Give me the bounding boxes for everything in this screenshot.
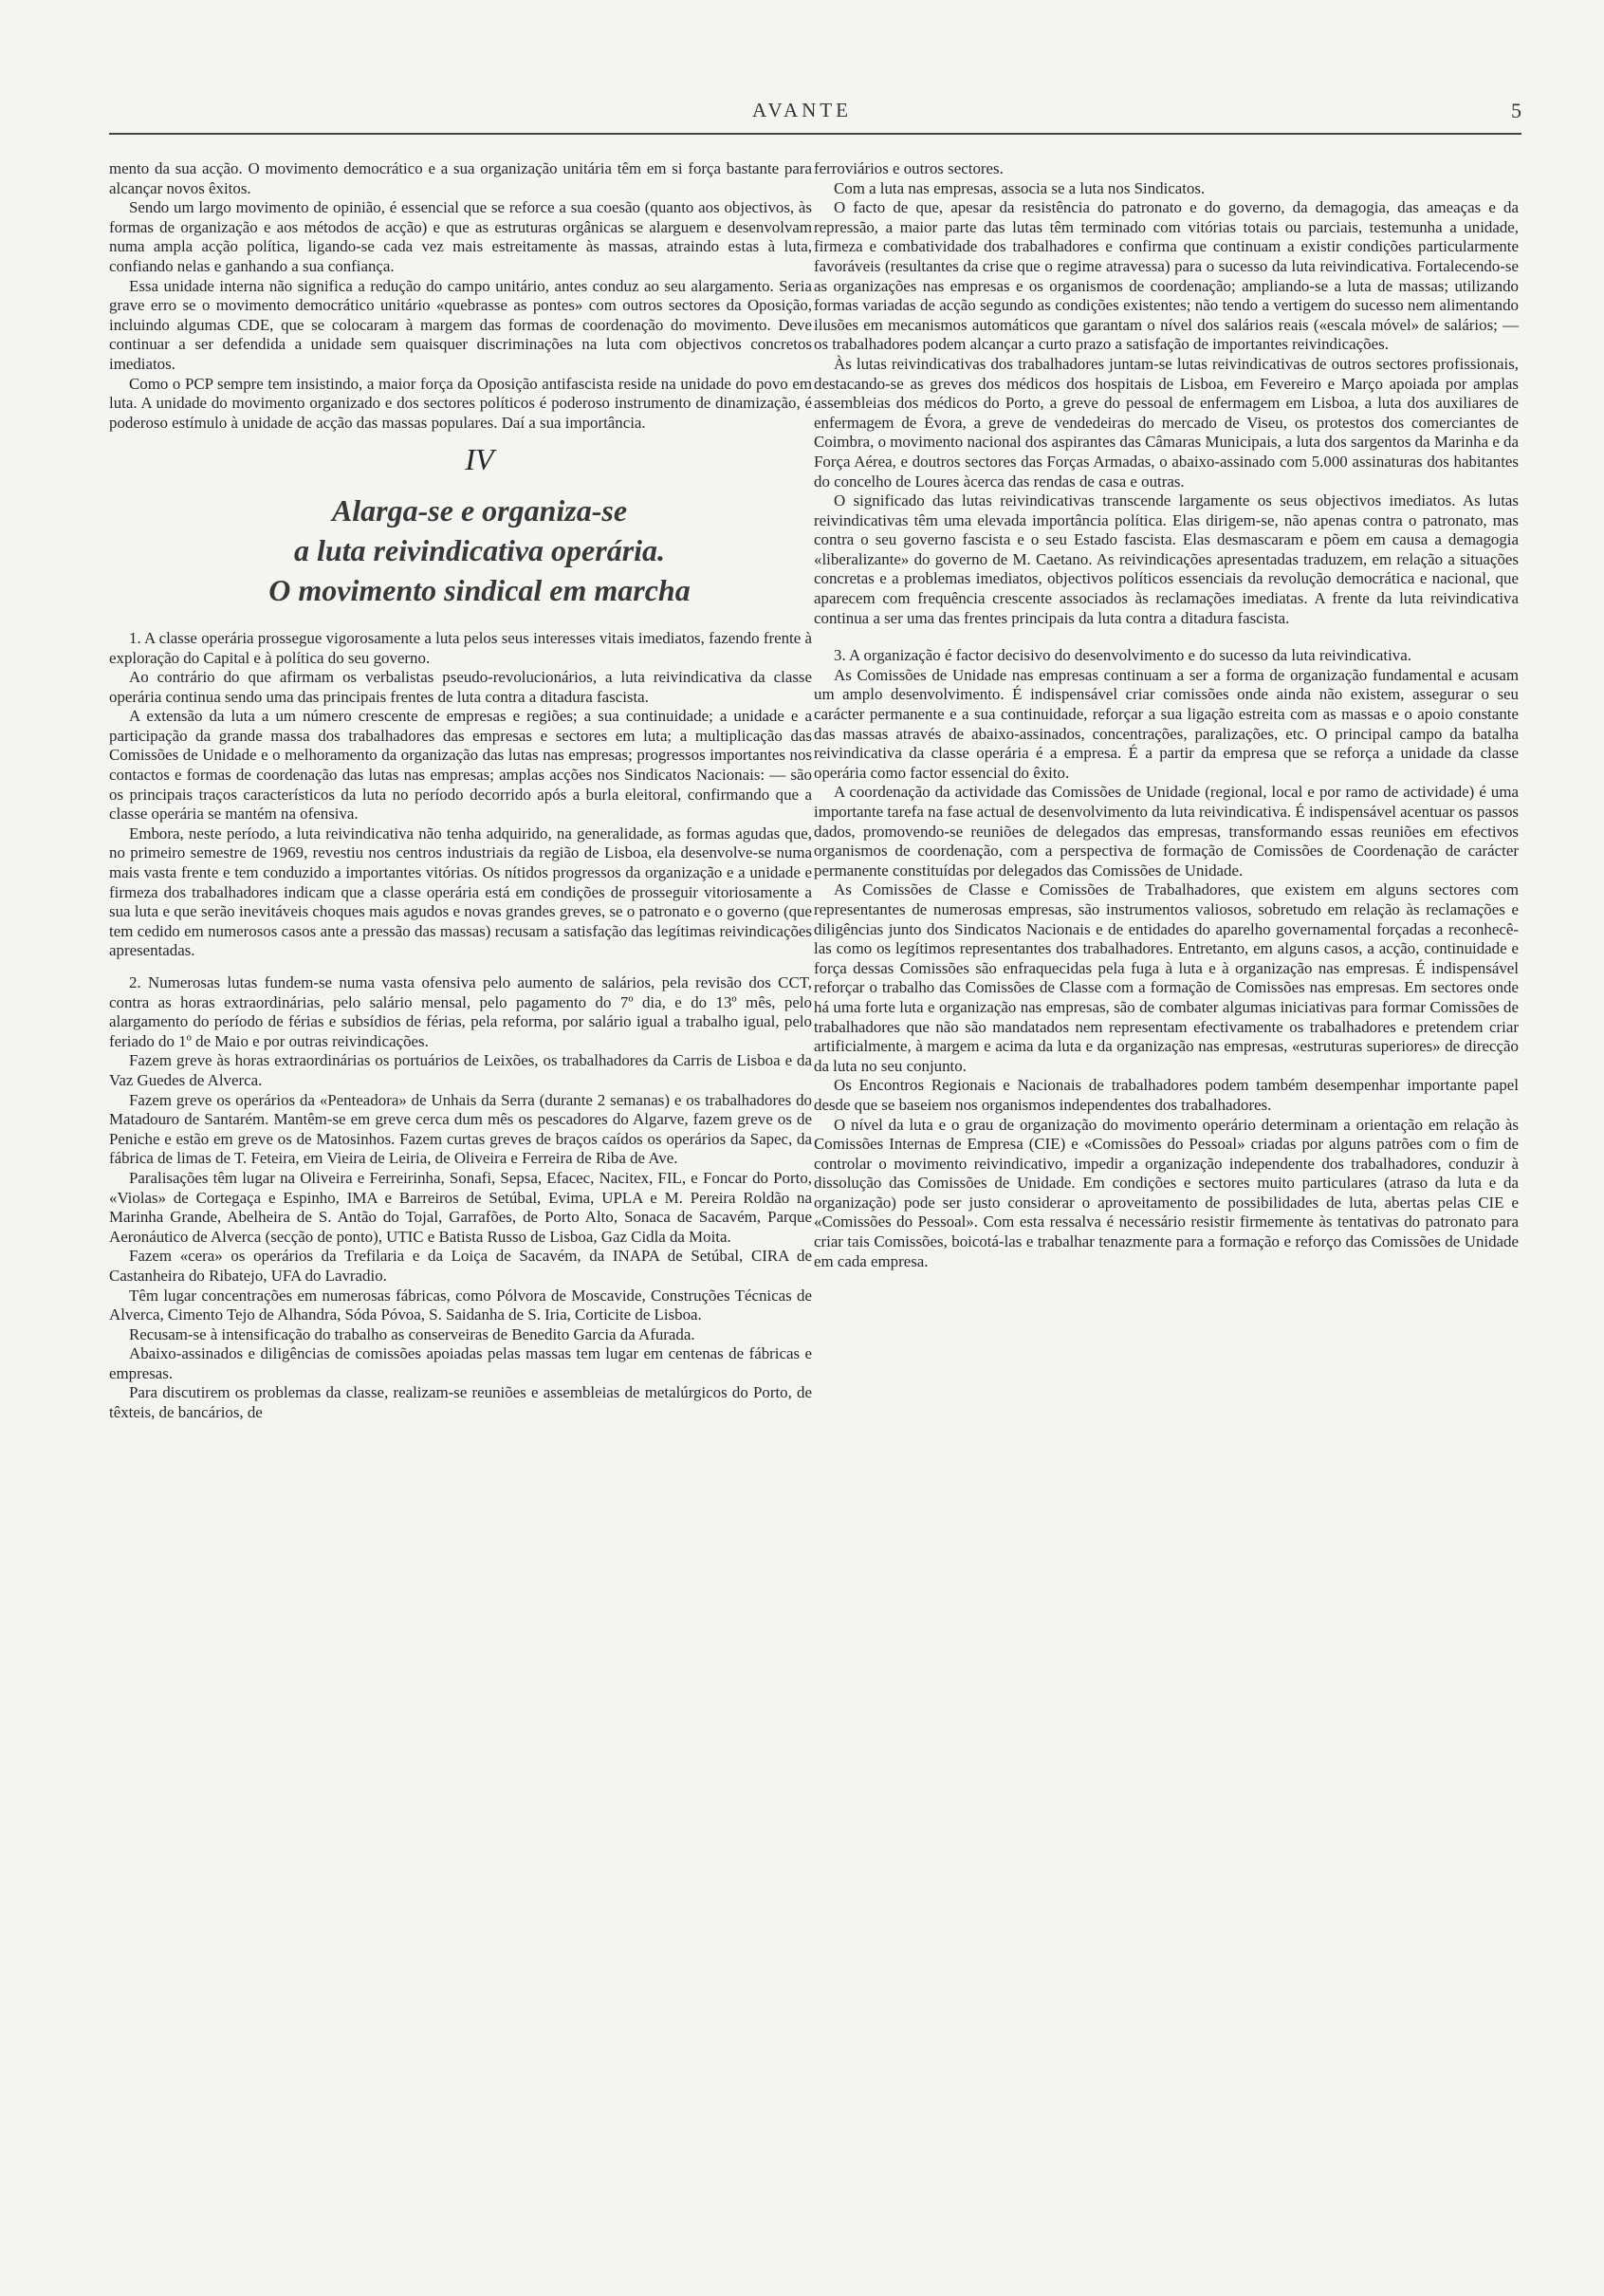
paragraph: Os Encontros Regionais e Nacionais de trabalhadores podem também desempenhar importante papel desde que se baseiem nos organismos independentes dos trabalhadores. bbox=[814, 1076, 1519, 1114]
paragraph: 1. A classe operária prossegue vigorosamente a luta pelos seus interesses vitais imediatos, fazendo frente à exploração do Capital e à política do seu governo. bbox=[109, 628, 812, 667]
left-column bbox=[109, 159, 812, 1423]
paragraph: Fazem «cera» os operários da Trefilaria e da Loiça de Sacavém, da INAPA de Setúbal, CIRA de Castanheira do Ribatejo, UFA do Lavradio. bbox=[109, 1247, 812, 1285]
paragraph: Ao contrário do que afirmam os verbalistas pseudo-revolucionários, a luta reivindicativa da classe operária continua sendo uma das principais frentes de luta contra a ditadura fascista. bbox=[109, 668, 812, 706]
section-title-line: O movimento sindical em marcha bbox=[268, 572, 691, 607]
paragraph: Recusam-se à intensificação do trabalho as conserveiras de Benedito Garcia da Afurada. bbox=[129, 1324, 695, 1343]
paragraph: O facto de que, apesar da resistência do patronato e do governo, da demagogia, das ameaças e da repressão, a maior parte das lutas têm terminado com vitórias totais ou parciais, testemunha a unidade, firmeza e combatividade dos trabalhadores e confirma que continuam a existir condições particularmente favoráveis (resultantes da crise que o regime atravessa) para o sucesso da luta reivindicativa. Fortalecendo-se as organizações nas empresas e os organismos de coordenação; ampliando-se a luta de massas; utilizando formas variadas de acção segundo as condições existentes; não tendo a vertigem do sucesso nem alimentando ilusões em mecanismos automáticos que garantam o nível dos salários reais («escala móvel» de salários; — os trabalhadores podem alcançar a curto prazo a satisfação de importantes reivindicações. bbox=[814, 198, 1519, 354]
newspaper-title: AVANTE bbox=[752, 99, 852, 121]
paragraph: As Comissões de Unidade nas empresas continuam a ser a forma de organização fundamental e acusam um amplo desenvolvimento. É indispensável criar comissões onde ainda não existem, assegurar o seu carácter permanente e a sua continuidade, reforçar a sua ligação estreita com as massas e o apoio constante das massas através de abaixo-assinados, concentrações, paralizações, etc. O principal campo da batalha reivindicativa da classe operária é a empresa. É a partir da empresa que se reforça a unidade da classe operária como factor essencial do êxito. bbox=[814, 665, 1519, 782]
section-number: IV bbox=[465, 442, 494, 477]
paragraph: Como o PCP sempre tem insistindo, a maior força da Oposição antifascista reside na unidade do povo em luta. A unidade do movimento organizado e dos sectores políticos é poderoso instrumento de dinamização, é poderoso estímulo à unidade de acção das massas populares. Daí a sua importância. bbox=[109, 374, 812, 432]
header-rule bbox=[109, 133, 1521, 135]
paragraph: Com a luta nas empresas, associa se a luta nos Sindicatos. bbox=[834, 178, 1206, 197]
paragraph: Paralisações têm lugar na Oliveira e Ferreirinha, Sonafi, Sepsa, Efacec, Nacitex, FIL, e Foncar do Porto, «Violas» de Cortegaça e Espinho, IMA e Barreiros de Setúbal, Evima, UPLA e M. Pereira Roldão na Marinha Grande, Abelheira de S. Antão do Tojal, Garrafões, de Porto Alto, Sonaca de Sacavém, Parque Aeronáutico de Alverca (secção de ponto), UTIC e Batista Russo de Lisboa, Gaz Cidla da Moita. bbox=[109, 1168, 812, 1246]
paragraph: A extensão da luta a um número crescente de empresas e regiões; a sua continuidade; a unidade e a participação da grande massa dos trabalhadores das empresas e sectores em luta; a multiplicação das Comissões de Unidade e o melhoramento da organização das lutas nas empresas; progressos importantes nos contactos e formas de coordenação das lutas nas empresas; amplas acções nos Sindicatos Nacionais: — são os principais traços característicos da luta no período decorrido após a burla eleitoral, confirmando que a classe operária se mantém na ofensiva. bbox=[109, 707, 812, 824]
paragraph: O nível da luta e o grau de organização do movimento operário determinam a orientação em relação às Comissões Internas de Empresa (CIE) e «Comissões do Pessoal» criadas por alguns patrões com o fim de controlar o movimento reivindicativo, impedir a organização independente dos trabalhadores, conduzir à dissolução das Comissões de Unidade. Em condições e sectores muito particulares (atraso da luta e da organização) pode ser justo considerar o aproveitamento de possibilidades de luta, abertas pelas CIE e «Comissões do Pessoal». Com esta ressalva é necessário resistir firmemente às tentativas do patronato para criar tais Comissões, boicotá-las e trabalhar tenazmente para a formação e reforço das Comissões de Unidade em cada empresa. bbox=[814, 1115, 1519, 1270]
paragraph: 3. A organização é factor decisivo do desenvolvimento e do sucesso da luta reivindicativa. bbox=[834, 646, 1411, 665]
section-title-line: Alarga-se e organiza-se bbox=[331, 492, 628, 528]
paragraph: ferroviários e outros sectores. bbox=[814, 159, 1004, 177]
paragraph: mento da sua acção. O movimento democrático e a sua organização unitária têm em si força bastante para alcançar novos êxitos. bbox=[109, 159, 812, 197]
page-number: 5 bbox=[1511, 99, 1521, 122]
paragraph: Abaixo-assinados e diligências de comissões apoiadas pelas massas tem lugar em centenas de fábricas e empresas. bbox=[109, 1344, 812, 1382]
paragraph: Sendo um largo movimento de opinião, é essencial que se reforce a sua coesão (quanto aos objectivos, às formas de organização e aos métodos de acção) e que as estruturas orgânicas se alarguem e desenvolvam numa ampla acção política, ligando-se cada vez mais estreitamente às massas, atraindo estas à luta, confiando nelas e ganhando a sua confiança. bbox=[109, 198, 812, 275]
paragraph: Têm lugar concentrações em numerosas fábricas, como Pólvora de Moscavide, Construções Técnicas de Alverca, Cimento Tejo de Alhandra, Sóda Póvoa, S. Saidanha de S. Iria, Corticite de Lisboa. bbox=[109, 1286, 812, 1324]
paragraph: Fazem greve às horas extraordinárias os portuários de Leixões, os trabalhadores da Carris de Lisboa e da Vaz Guedes de Alverca. bbox=[109, 1051, 812, 1089]
section-title-line: a luta reivindicativa operária. bbox=[293, 532, 666, 567]
right-column bbox=[814, 159, 1519, 1271]
paragraph: O significado das lutas reivindicativas transcende largamente os seus objectivos imediatos. As lutas reivindicativas têm uma elevada importância política. Elas dirigem-se, não apenas contra o patronato, mas contra o seu governo fascista e o seu Estado fascista. Elas desmascaram e põem em causa a demagogia «liberalizante» do governo de M. Caetano. As reivindicações apresentadas traduzem, em relação a situações concretas e a problemas imediatos, objectivos políticos essenciais da revolução democrática e nacional, que aparecem com frequência crescente associados às reclamações imediatas. A frente da luta reivindicativa continua a ser uma das frentes principais da luta contra a ditadura fascista. bbox=[814, 491, 1519, 627]
paragraph: A coordenação da actividade das Comissões de Unidade (regional, local e por ramo de actividade) é uma importante tarefa na fase actual de desenvolvimento da luta reivindicativa. É indispensável acentuar os passos dados, promovendo-se reuniões de delegados das empresas, transformando essas reuniões em efectivos organismos de coordenação, com a perspectiva de formação de Comissões de Coordenação de carácter permanente constituídas por delegados das Comissões de Unidade. bbox=[814, 783, 1519, 880]
paragraph: 2. Numerosas lutas fundem-se numa vasta ofensiva pelo aumento de salários, pela revisão dos CCT, contra as horas extraordinárias, pelo salário mensal, pelo pagamento do 7º dia, e do 13º mês, pelo alargamento do período de férias e subsídios de férias, pela reforma, por salário igual a trabalho igual, pelo feriado do 1º de Maio e por outras reivindicações. bbox=[109, 973, 812, 1050]
paragraph: As Comissões de Classe e Comissões de Trabalhadores, que existem em alguns sectores com representantes de numerosas empresas, são instrumentos valiosos, sobretudo em relação às reclamações e diligências junto dos Sindicatos Nacionais e de entidades do aparelho governamental forçadas a reconhecê-las como os legítimos representantes dos trabalhadores. Entretanto, em alguns casos, a acção, continuidade e força dessas Comissões são enfraquecidas pela fuga à luta e à organização nas empresas. É indispensável reforçar o trabalho das Comissões de Classe com a formação de Comissões nas empresas. Em sectores onde há uma forte luta e organização nas empresas, são de combater algumas iniciativas para formar Comissões de trabalhadores que não são mandatados nem representam efectivamente os trabalhadores e pretendem criar artificialmente, à margem e acima da luta e da organização nas empresas, «estruturas superiores» de direcção da luta no seu conjunto. bbox=[814, 880, 1519, 1075]
paragraph: Fazem greve os operários da «Penteadora» de Unhais da Serra (durante 2 semanas) e os trabalhadores do Matadouro de Santarém. Mantêm-se em greve cerca dum mês os pescadores do Algarve, fazem greve os de Peniche e estão em greve os de Matosinhos. Fazem curtas greves de braços caídos os operários da Sapec, da fábrica de limas de T. Feteira, em Vieira de Leiria, de Oliveira e Ferreira de Riba de Ave. bbox=[109, 1090, 812, 1168]
paragraph: Às lutas reivindicativas dos trabalhadores juntam-se lutas reivindicativas de outros sectores profissionais, destacando-se as greves dos médicos dos hospitais de Lisboa, em Fevereiro e Março apoiada por amplas assembleias dos médicos do Porto, a greve do pessoal de enfermagem em Lisboa, a luta dos auxiliares de enfermagem de Évora, a greve de vendedeiras do mercado de Viseu, os protestos dos comerciantes de Coimbra, o movimento nacional dos aspirantes das Câmaras Municipais, a luta dos sargentos da Marinha e da Força Aérea, e doutros sectores das Forças Armadas, o abaixo-assinado com 5.000 assinaturas dos habitantes do concelho de Loures àcerca das rendas de casa e outras. bbox=[814, 354, 1519, 491]
paragraph: Embora, neste período, a luta reivindicativa não tenha adquirido, na generalidade, as formas agudas que, no primeiro semestre de 1969, revestiu nos centros industriais da região de Lisboa, ela desenvolve-se numa mais vasta frente e tem conduzido a importantes vitórias. Os nítidos progressos da organização e a unidade e firmeza dos trabalhadores indicam que a classe operária está em condições de prosseguir vitoriosamente a sua luta e que serão inevitáveis choques mais agudos e novas grandes greves, se o patronato e o governo (que tem cedido em numerosos casos ante a pressão das massas) recusam a satisfação das legítimas reivindicações apresentadas. bbox=[109, 824, 812, 960]
paragraph: Para discutirem os problemas da classe, realizam-se reuniões e assembleias de metalúrgicos do Porto, de têxteis, de bancários, de bbox=[109, 1383, 812, 1422]
paragraph: Essa unidade interna não significa a redução do campo unitário, antes conduz ao seu alargamento. Seria grave erro se o movimento democrático unitário «quebrasse as pontes» com outros sectores da Oposição, incluindo algumas CDE, que se colocaram à margem das formas de coordenação do movimento. Deve continuar a ser defendida a unidade sem quaisquer discriminações na luta com objectivos concretos imediatos. bbox=[109, 276, 812, 373]
